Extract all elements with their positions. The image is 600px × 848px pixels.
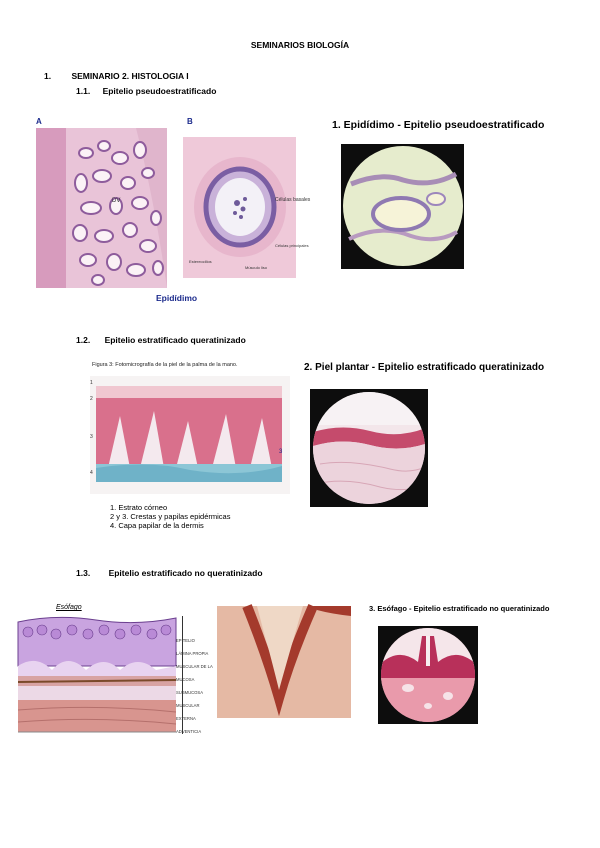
microscope-image-1 [341,144,464,269]
subsection-1-1-heading [76,86,216,96]
skin-legend-list [110,503,230,530]
microscope-caption-1: 1. Epidídimo - Epitelio pseudoestratificado [332,119,545,131]
subsection-title: Epitelio estratificado no queratinizado [108,568,263,578]
skin-micrograph [90,376,290,494]
diagram-label: LÁMINA PROPIA [176,651,209,656]
microscope-caption-2: 2. Piel plantar - Epitelio estratificado queratinizado [304,362,545,373]
section-number: 1. [44,71,52,81]
epididymis-micrograph-b [183,137,311,278]
document-title: SEMINARIOS BIOLOGÍA [250,40,350,50]
microscope-image-2 [310,389,428,507]
b-label-4: Músculo liso [245,265,268,270]
section-heading [44,71,189,81]
b-label-1: Células basales [275,197,311,203]
skin-mark-3: 3 [90,434,93,440]
subsection-number: 1.1. [76,86,91,96]
subsection-title: Epitelio estratificado queratinizado [104,335,246,345]
diagram-label: ADVENTICIA [176,729,202,734]
microscope-caption-3: 3. Esófago - Epitelio estratificado no queratinizado [369,604,550,613]
figure-3-caption: Figura 3: Fotomicrografía de la piel de la palma de la mano. [92,362,238,368]
esophagus-micrograph [217,606,351,718]
panel-b-label: B [187,117,193,126]
list-item: 2 y 3. Crestas y papilas epidérmicas [110,512,231,521]
subsection-title: Epitelio pseudoestratificado [102,86,217,96]
dv-label: DV [112,198,121,204]
diagram-label: MUSCULAR EXTERNA [176,703,200,721]
subsection-number: 1.2. [76,335,91,345]
section-title: SEMINARIO 2. HISTOLOGIA I [71,71,189,81]
panel-a-label: A [36,117,42,126]
diagram-labels [176,634,216,738]
skin-mark-side: 3 [279,449,283,455]
diagram-label: MUSCULAR DE LA MUCOSA [176,664,213,682]
epididymis-micrograph-a [36,128,167,288]
subsection-1-3-heading [76,568,263,578]
diagram-label: EPITELIO [176,638,195,643]
microscope-image-3 [378,626,478,724]
subsection-1-2-heading [76,335,246,345]
esophagus-diagram [16,604,216,742]
diagram-label: SUBMUCOSA [176,690,203,695]
b-label-2: Células principales [275,243,309,248]
b-label-3: Estereocilios [189,259,212,264]
skin-mark-2: 2 [90,396,93,402]
diagram-title: Esófago [56,604,82,611]
skin-mark-1: 1 [90,380,93,386]
skin-mark-4: 4 [90,470,93,476]
epididymis-caption: Epidídimo [156,293,198,303]
list-item: 4. Capa papilar de la dermis [110,521,204,530]
subsection-number: 1.3. [76,568,91,578]
list-item: 1. Estrato córneo [110,503,168,512]
